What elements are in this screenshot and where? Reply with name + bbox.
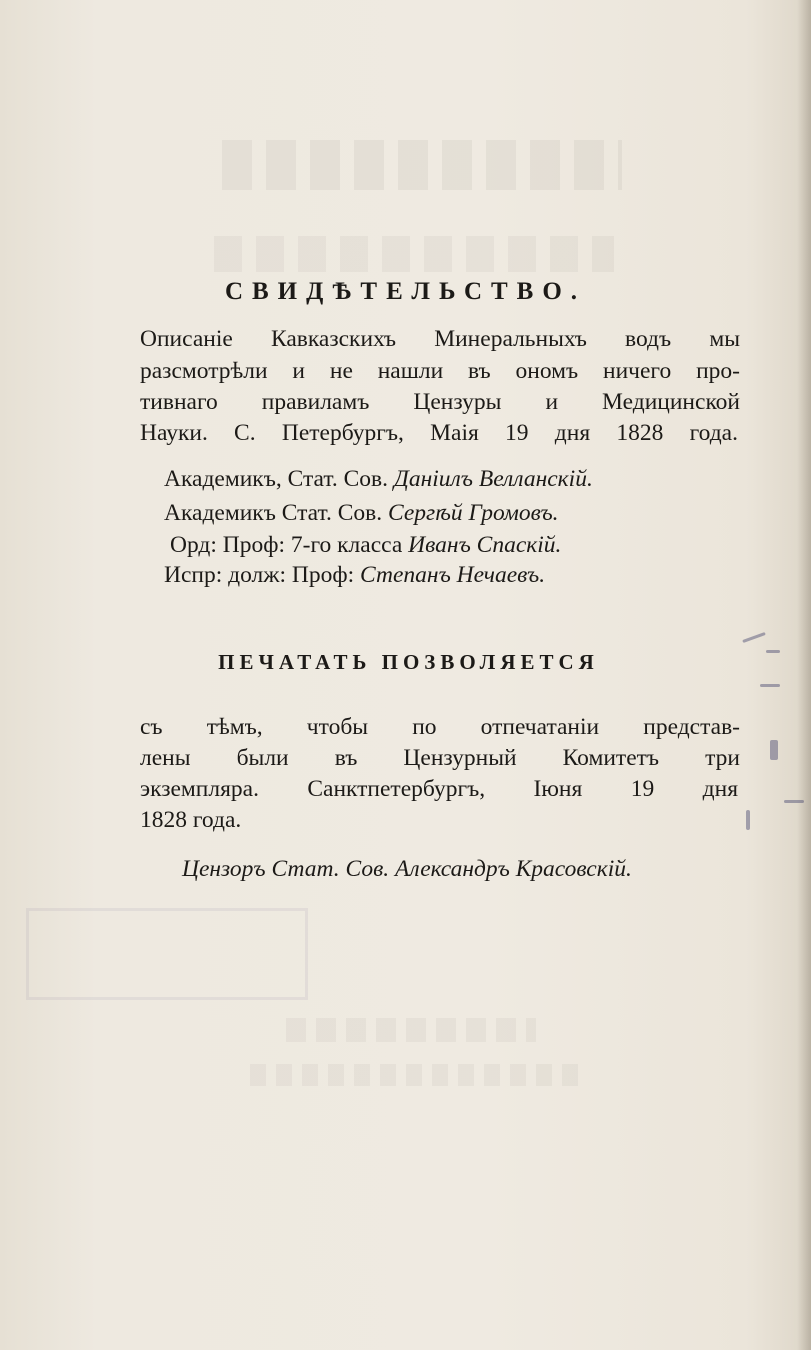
bleed-through-shape [250,1064,580,1086]
certificate-line: Описаніе Кавказскихъ Минеральныхъ водъ мы [140,326,740,352]
permission-line: экземпляра. Санктпетербургъ, Іюня 19 дня [140,776,738,802]
margin-ink-mark [746,810,750,830]
signature-role: Академикъ Стат. Сов. [164,500,383,526]
certificate-line: разсмотрѣли и не нашли въ ономъ ничего про- [140,358,740,384]
signature-name: Степанъ Нечаевъ. [360,562,546,588]
signature-role: Орд: Проф: 7-го класса [170,532,403,558]
margin-ink-mark [784,800,804,803]
signature-line [164,558,545,592]
library-stamp-shadow [26,908,308,1000]
certificate-line: Науки. С. Петербургъ, Маія 19 дня 1828 года. [140,420,738,446]
margin-ink-mark [760,684,780,687]
certificate-title: СВИДѢТЕЛЬСТВО. [224,278,587,305]
signature-name: Иванъ Спаскій. [408,532,562,558]
signature-name: Даніилъ Велланскій. [393,466,593,492]
signature-line [164,496,559,530]
signature-role: Академикъ, Стат. Сов. [164,466,389,492]
permission-line: съ тѣмъ, чтобы по отпечатаніи представ- [140,714,740,740]
margin-ink-mark [770,740,778,760]
censor-signature [182,852,632,886]
permission-line: лены были въ Цензурный Комитетъ три [140,745,740,771]
permission-line: 1828 года. [140,807,242,833]
signature-role: Испр: долж: Проф: [164,562,355,588]
certificate-line: тивнаго правиламъ Цензуры и Медицинской [140,389,740,415]
signature-name: Сергѣй Громовъ. [388,500,559,526]
bleed-through-shape [286,1018,536,1042]
bleed-through-shape [222,140,622,190]
permission-heading: ПЕЧАТАТЬ ПОЗВОЛЯЕТСЯ [218,650,599,674]
signature-line [170,528,561,562]
censor-name: Цензоръ Стат. Сов. Александръ Красовскій. [182,856,632,882]
bleed-through-shape [214,236,614,272]
margin-ink-mark [742,632,766,643]
signature-line [164,462,593,496]
